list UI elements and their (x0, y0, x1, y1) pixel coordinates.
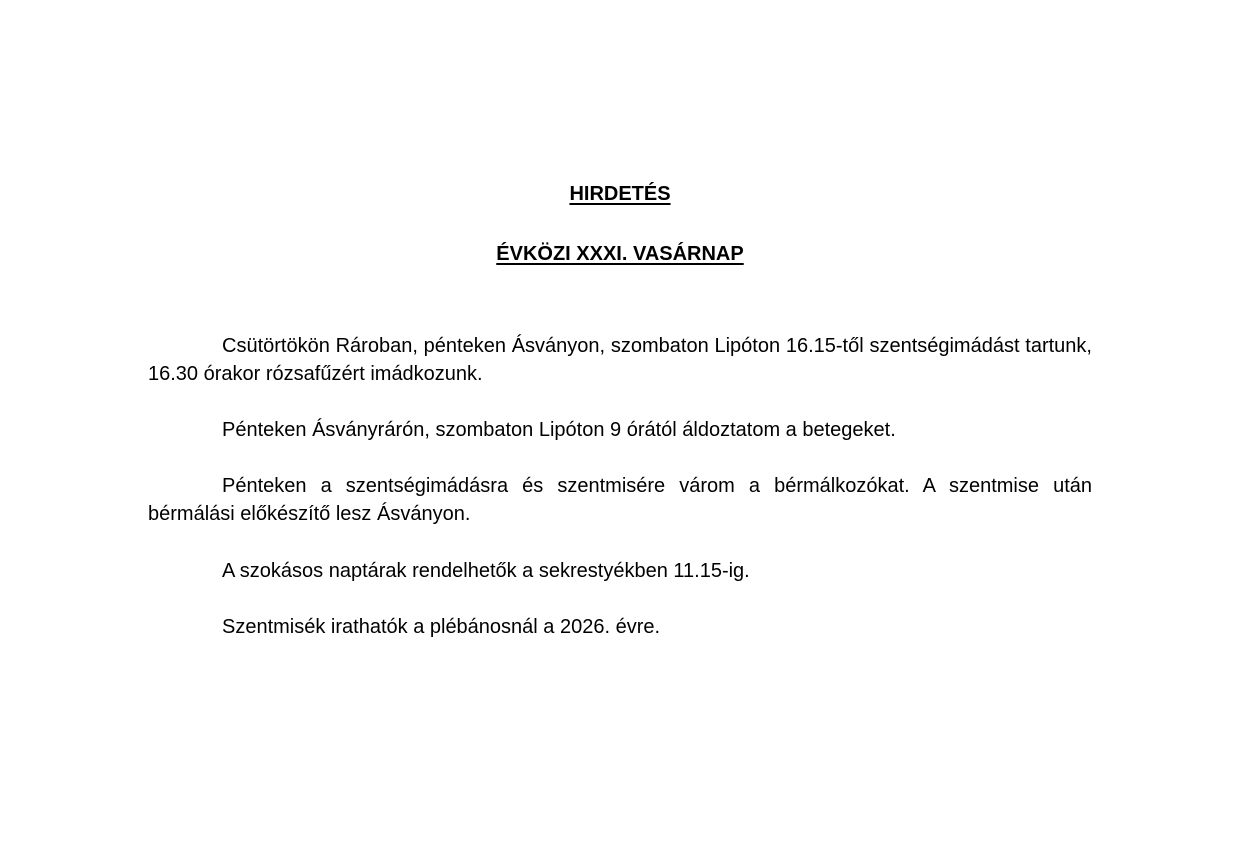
announcement-paragraph-adoration: Csütörtökön Rároban, pénteken Ásványon, szombaton Lipóton 16.15-től szentségimádást tartunk, 16.30 órakor rózsafűzért imádkozunk. (148, 335, 1092, 385)
document-subtitle: ÉVKÖZI XXXI. VASÁRNAP (496, 243, 744, 265)
announcement-paragraph-calendars: A szokásos naptárak rendelhetők a sekrestyékben 11.15-ig. (222, 560, 750, 582)
document-title: HIRDETÉS (569, 183, 671, 205)
announcement-paragraph-communion: Pénteken Ásványrárón, szombaton Lipóton 9 órától áldoztatom a betegeket. (222, 419, 896, 441)
announcement-paragraph-confirmation: Pénteken a szentségimádásra és szentmisére várom a bérmálkozókat. A szentmise után bérmálási előkészítő lesz Ásványon. (148, 475, 1092, 525)
announcement-paragraph-masses: Szentmisék irathatók a plébánosnál a 2026. évre. (222, 616, 661, 638)
